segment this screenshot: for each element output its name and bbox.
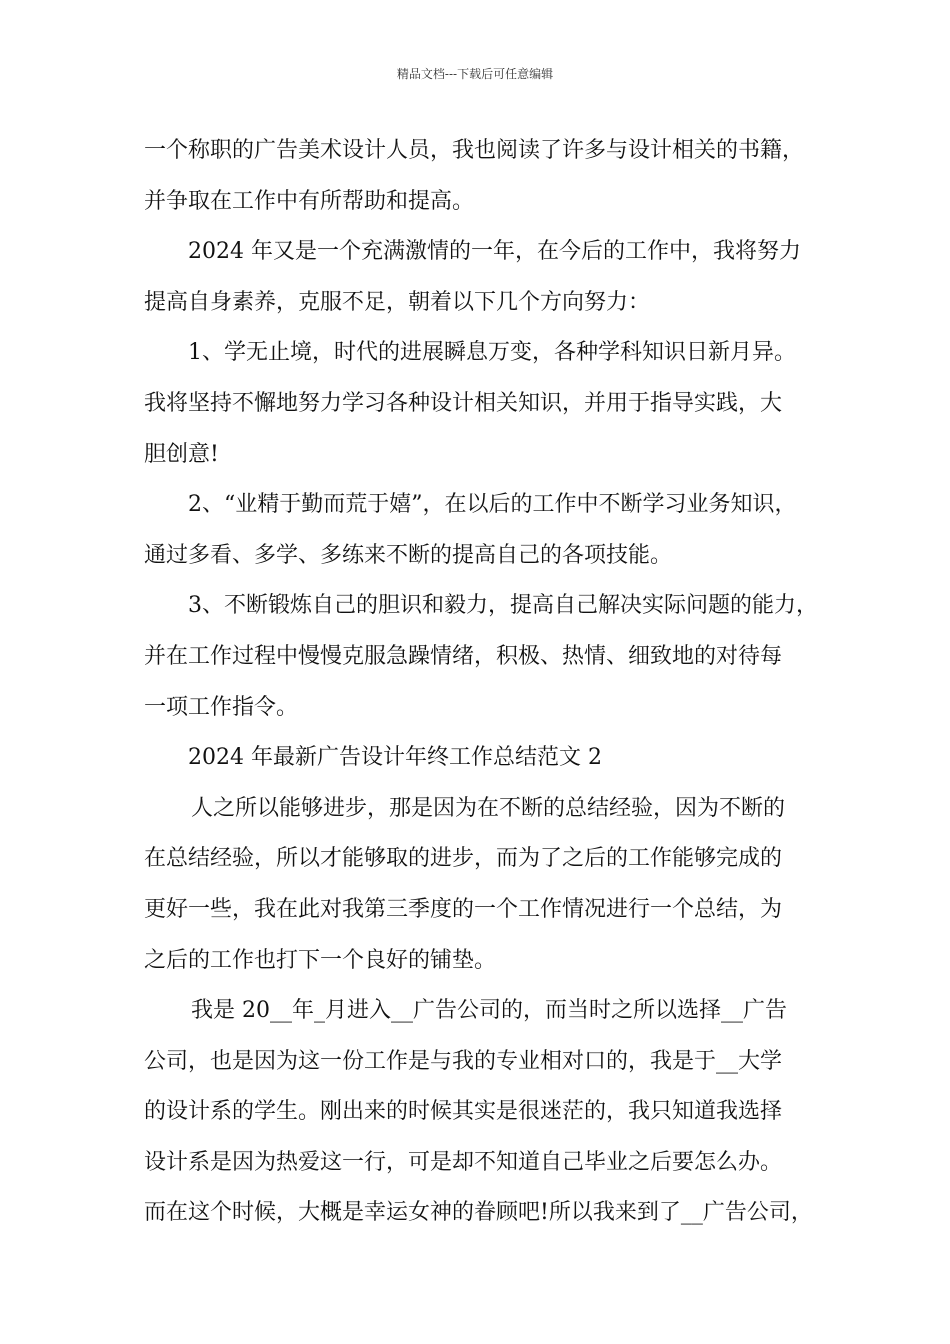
text-line: 更好一些，我在此对我第三季度的一个工作情况进行一个总结，为 bbox=[144, 896, 783, 922]
document-body bbox=[144, 126, 834, 1239]
text-line: 并在工作过程中慢慢克服急躁情绪，积极、热情、细致地的对待每 bbox=[144, 643, 783, 669]
text-line: 我将坚持不懈地努力学习各种设计相关知识，并用于指导实践，大 bbox=[144, 390, 783, 416]
text-line: 之后的工作也打下一个良好的铺垫。 bbox=[144, 947, 497, 973]
paragraph-5 bbox=[144, 581, 834, 733]
text-line: 我是 20__年_月进入__广告公司的，而当时之所以选择__广告 bbox=[191, 998, 787, 1024]
text-line: 设计系是因为热爱这一行，可是却不知道自己毕业之后要怎么办。 bbox=[144, 1149, 783, 1175]
page-header: 精品文档---下载后可任意编辑 bbox=[396, 67, 554, 81]
text-line: 一项工作指令。 bbox=[144, 694, 299, 720]
paragraph-4 bbox=[144, 480, 834, 581]
section-heading bbox=[144, 733, 834, 784]
paragraph-1 bbox=[144, 126, 834, 227]
text-line: 的设计系的学生。刚出来的时候其实是很迷茫的，我只知道我选择 bbox=[144, 1099, 783, 1125]
text-line: 1、学无止境，时代的进展瞬息万变，各种学科知识日新月异。 bbox=[188, 340, 796, 366]
text-line: 提高自身素养，克服不足，朝着以下几个方向努力： bbox=[144, 289, 651, 315]
text-line: 在总结经验，所以才能够取的进步，而为了之后的工作能够完成的 bbox=[144, 846, 783, 872]
paragraph-3 bbox=[144, 328, 834, 480]
paragraph-7 bbox=[144, 986, 834, 1239]
paragraph-6 bbox=[144, 784, 834, 986]
text-line: 2024 年又是一个充满激情的一年，在今后的工作中，我将努力 bbox=[188, 239, 801, 265]
text-line: 胆创意! bbox=[144, 441, 219, 467]
text-line: 3、不断锻炼自己的胆识和毅力，提高自己解决实际问题的能力， bbox=[188, 593, 818, 619]
paragraph-2 bbox=[144, 227, 834, 328]
text-line: 并争取在工作中有所帮助和提高。 bbox=[144, 188, 475, 214]
text-line: 人之所以能够进步，那是因为在不断的总结经验，因为不断的 bbox=[191, 795, 786, 821]
text-line: 一个称职的广告美术设计人员，我也阅读了许多与设计相关的书籍， bbox=[144, 138, 805, 163]
text-line: 通过多看、多学、多练来不断的提高自己的各项技能。 bbox=[144, 542, 673, 568]
text-line: 而在这个时候，大概是幸运女神的眷顾吧!所以我来到了__广告公司， bbox=[144, 1200, 813, 1226]
text-line: 2、“业精于勤而荒于嬉”，在以后的工作中不断学习业务知识， bbox=[188, 492, 797, 518]
heading-line: 2024 年最新广告设计年终工作总结范文 2 bbox=[188, 745, 602, 771]
text-line: 公司，也是因为这一份工作是与我的专业相对口的，我是于__大学 bbox=[144, 1048, 783, 1074]
